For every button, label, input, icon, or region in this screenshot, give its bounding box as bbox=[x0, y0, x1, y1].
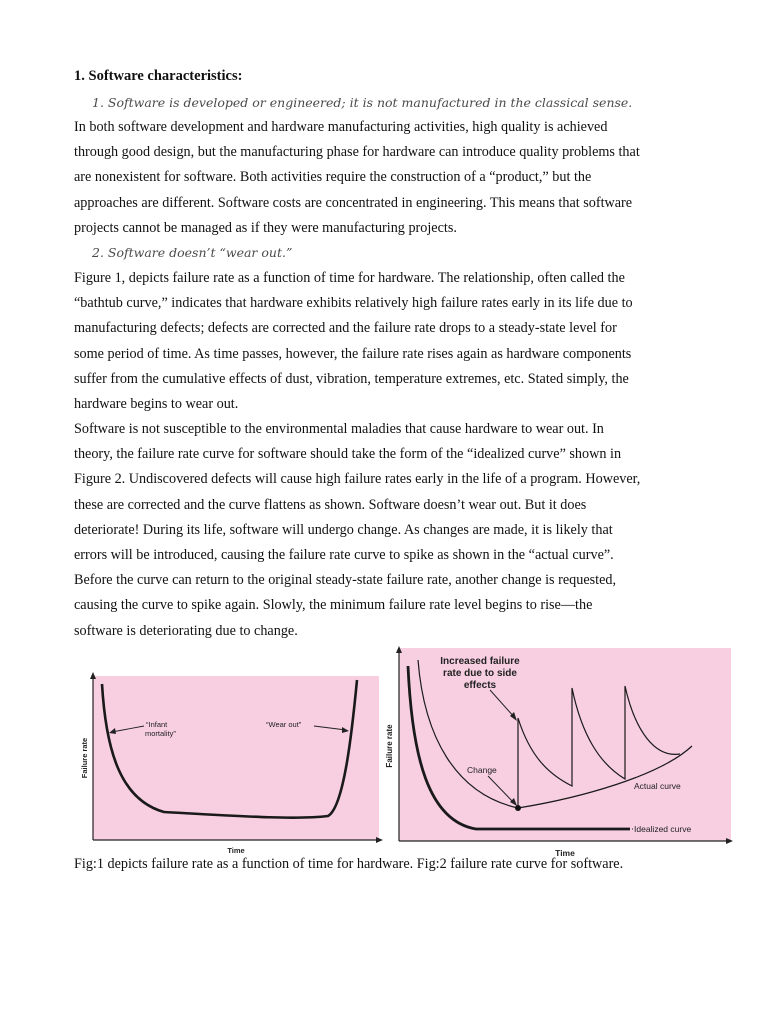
paragraph-deterioration bbox=[74, 417, 714, 644]
paragraph-line: approaches are different. Software costs are concentrated in engineering. This means that software bbox=[74, 194, 633, 211]
software-failure-diagram bbox=[380, 646, 734, 860]
change-point bbox=[515, 805, 521, 811]
side-effects-label-line3: effects bbox=[463, 680, 497, 691]
subheading-wear-out: 2. Software doesn’t “wear out.” bbox=[92, 245, 293, 260]
figure1-y-axis-arrow bbox=[90, 672, 96, 679]
paragraph-line: theory, the failure rate curve for software should take the form of the “idealized curve” shown in bbox=[74, 446, 622, 463]
paragraph-line: errors will be introduced, causing the failure rate curve to spike as shown in the “actual curve”. bbox=[74, 547, 614, 564]
subheading-manufactured: 1. Software is developed or engineered; it is not manufactured in the classical sense. bbox=[92, 95, 633, 110]
idealized-curve-label: Idealized curve bbox=[634, 824, 692, 834]
paragraph-engineering bbox=[74, 115, 714, 241]
wear-out-label: “Wear out” bbox=[266, 720, 302, 729]
change-label: Change bbox=[467, 765, 497, 775]
actual-curve-label: Actual curve bbox=[634, 781, 681, 791]
figure1-y-axis-label: Failure rate bbox=[80, 737, 89, 779]
figure-hardware-bathtub bbox=[76, 672, 384, 858]
section-heading: 1. Software characteristics: bbox=[74, 68, 243, 84]
paragraph-bathtub bbox=[74, 266, 714, 417]
paragraph-line: these are corrected and the curve flattens as shown. Software doesn’t wear out. But it does bbox=[74, 496, 587, 513]
paragraph-line: causing the curve to spike again. Slowly, the minimum failure rate level begins to rise—the bbox=[74, 597, 593, 614]
paragraph-line: suffer from the cumulative effects of dust, vibration, temperature extremes, etc. Stated simply, the bbox=[74, 370, 629, 387]
paragraph-line: In both software development and hardware manufacturing activities, high quality is achieved bbox=[74, 119, 608, 135]
infant-mortality-label-line2: mortality” bbox=[145, 729, 176, 738]
figure-software-failure bbox=[380, 646, 734, 860]
paragraph-line: Figure 2. Undiscovered defects will cause high failure rates early in the life of a program. However, bbox=[74, 471, 641, 488]
figure2-y-axis-label: Failure rate bbox=[385, 724, 394, 768]
side-effects-label-line1: Increased failure bbox=[440, 656, 520, 667]
paragraph-line: projects cannot be managed as if they were manufacturing projects. bbox=[74, 219, 457, 236]
paragraph-line: are nonexistent for software. Both activities require the construction of a “product,” but the bbox=[74, 169, 592, 186]
paragraph-line: manufacturing defects; defects are corrected and the failure rate drops to a steady-state level for bbox=[74, 320, 617, 337]
paragraph-line: Before the curve can return to the original steady-state failure rate, another change is requested, bbox=[74, 572, 617, 589]
paragraph-line: software is deteriorating due to change. bbox=[74, 622, 298, 639]
infant-mortality-label-line1: “Infant bbox=[146, 720, 168, 729]
paragraph-line: some period of time. As time passes, however, the failure rate rises again as hardware components bbox=[74, 345, 632, 362]
paragraph-line: hardware begins to wear out. bbox=[74, 396, 239, 413]
figure2-x-axis-label: Time bbox=[555, 848, 575, 858]
paragraph-line: Figure 1, depicts failure rate as a function of time for hardware. The relationship, often called the bbox=[74, 270, 625, 286]
paragraph-line: “bathtub curve,” indicates that hardware exhibits relatively high failure rates early in its life due to bbox=[74, 295, 633, 312]
paragraph-line: deteriorate! During its life, software will undergo change. As changes are made, it is likely that bbox=[74, 521, 613, 538]
paragraph-line: Software is not susceptible to the environmental maladies that cause hardware to wear out. In bbox=[74, 421, 604, 437]
figure1-x-axis-label: Time bbox=[227, 846, 245, 855]
paragraph-line: through good design, but the manufacturing phase for hardware can introduce quality problems that bbox=[74, 144, 640, 161]
side-effects-label-line2: rate due to side bbox=[443, 668, 517, 679]
bathtub-diagram bbox=[76, 672, 384, 858]
figure-caption: Fig:1 depicts failure rate as a function of time for hardware. Fig:2 failure rate curve for software. bbox=[74, 856, 624, 872]
